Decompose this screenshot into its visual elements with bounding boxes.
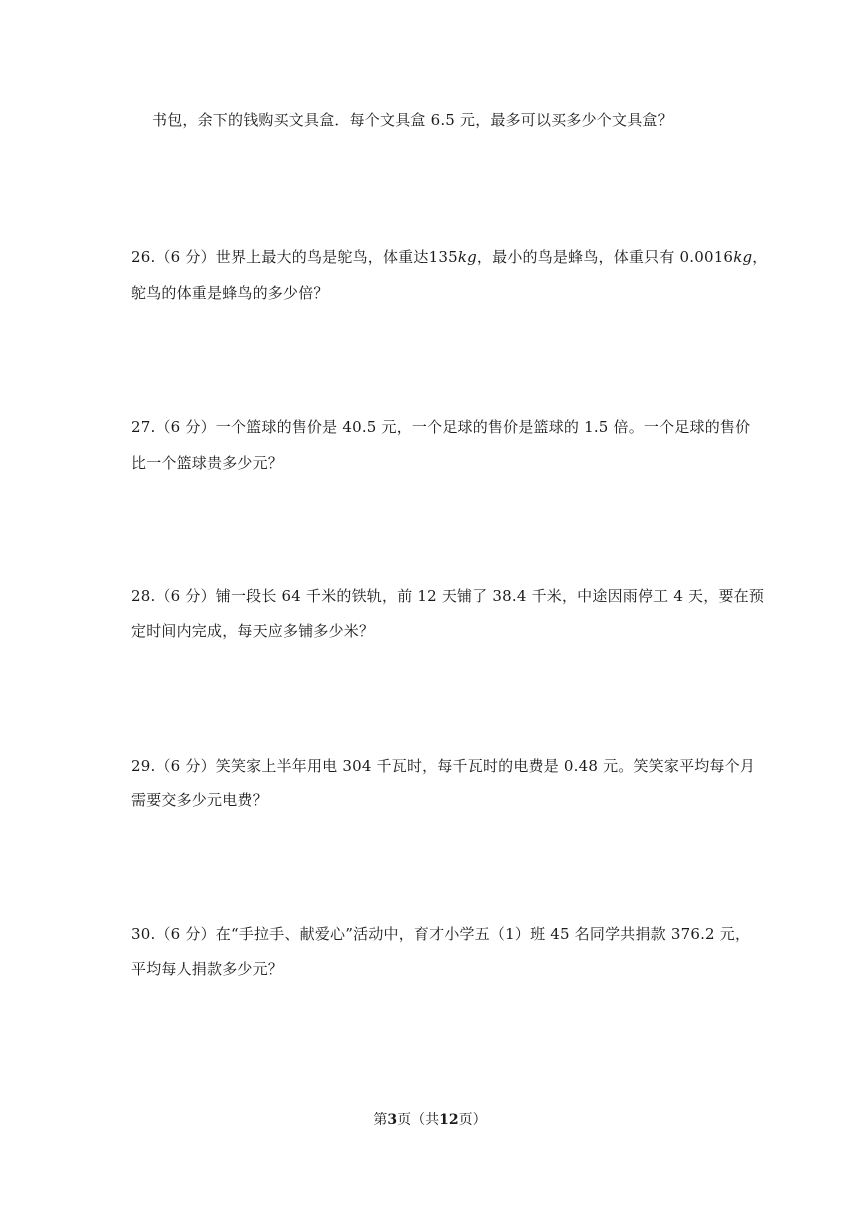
question-dot: . — [150, 248, 156, 266]
question-dot: . — [150, 418, 156, 436]
question-number: 26 — [131, 248, 151, 266]
question-text: ， — [752, 248, 768, 266]
question-30-line-2: 平均每人捐款多少元？ — [131, 960, 284, 978]
question-number: 27 — [131, 418, 151, 436]
question-number: 28 — [131, 587, 151, 605]
question-27-line-2: 比一个篮球贵多少元？ — [131, 454, 284, 472]
footer-middle: 页（共 — [397, 1112, 440, 1128]
question-28-line-1 — [131, 586, 765, 606]
question-number: 30 — [131, 925, 151, 943]
unit-kg: kg — [733, 248, 753, 266]
footer-page-number: 3 — [387, 1112, 398, 1128]
question-30-line-1 — [131, 924, 751, 944]
question-score: （6 分） — [155, 925, 216, 943]
question-dot: . — [150, 925, 156, 943]
question-28-line-2: 定时间内完成，每天应多铺多少米？ — [131, 622, 375, 640]
question-27-line-1 — [131, 417, 751, 437]
carryover-question-text: 书包，余下的钱购买文具盒．每个文具盒 6.5 元，最多可以买多少个文具盒？ — [152, 111, 673, 129]
footer-suffix: 页） — [458, 1112, 487, 1128]
question-26-line-2: 鸵鸟的体重是蜂鸟的多少倍？ — [131, 284, 329, 302]
question-text: 笑笑家上半年用电 304 千瓦时，每千瓦时的电费是 0.48 元。笑笑家平均每个月 — [215, 757, 756, 775]
footer-prefix: 第 — [373, 1112, 388, 1128]
question-number: 29 — [131, 757, 151, 775]
question-score: （6 分） — [155, 418, 216, 436]
question-text: 一个篮球的售价是 40.5 元，一个足球的售价是篮球的 1.5 倍。一个足球的售价 — [215, 418, 751, 436]
question-text: 世界上最大的鸟是鸵鸟，体重达135 — [215, 248, 458, 266]
question-text: 在“手拉手、献爱心”活动中，育才小学五（1）班 45 名同学共捐款 376.2 元， — [215, 925, 751, 943]
question-dot: . — [150, 587, 156, 605]
question-26-line-1 — [131, 247, 768, 267]
question-score: （6 分） — [155, 248, 216, 266]
unit-kg: kg — [457, 248, 477, 266]
question-text: 铺一段长 64 千米的铁轨，前 12 天铺了 38.4 千米，中途因雨停工 4 天，要在预 — [215, 587, 765, 605]
footer-total-pages: 12 — [439, 1112, 459, 1128]
question-dot: . — [150, 757, 156, 775]
question-text: ，最小的鸟是蜂鸟，体重只有 0.0016 — [476, 248, 734, 266]
question-score: （6 分） — [155, 757, 216, 775]
question-29-line-2: 需要交多少元电费？ — [131, 791, 268, 809]
question-29-line-1 — [131, 756, 756, 776]
page-footer — [0, 1111, 860, 1129]
question-score: （6 分） — [155, 587, 216, 605]
